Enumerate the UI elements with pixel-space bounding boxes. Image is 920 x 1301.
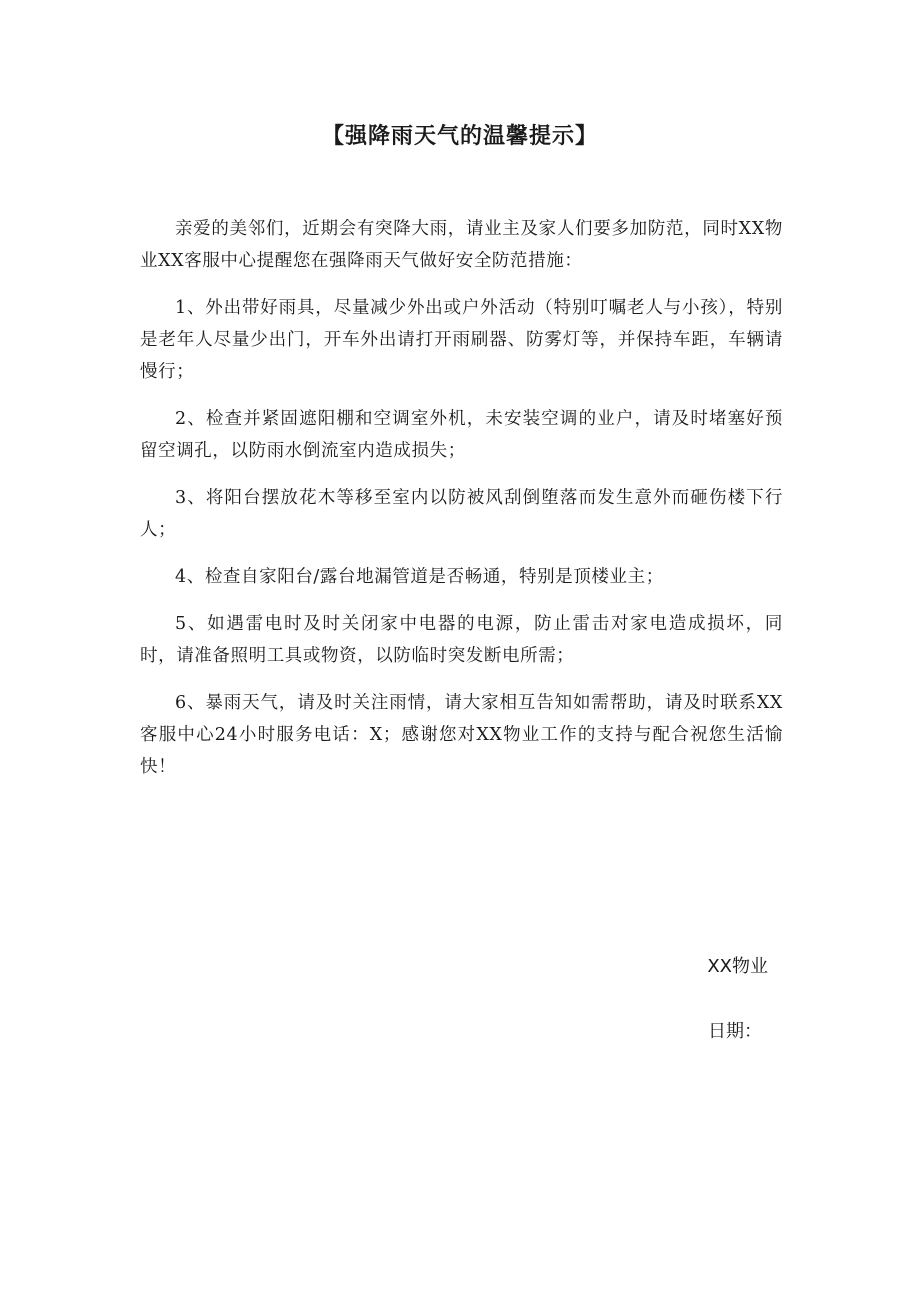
tip-item-3: 3、将阳台摆放花木等移至室内以防被风刮倒堕落而发生意外而砸伤楼下行人； xyxy=(140,488,783,540)
tip-item-1: 1、外出带好雨具，尽量减少外出或户外活动（特别叮嘱老人与小孩），特别是老年人尽量少出门，开车外出请打开雨刷器、防雾灯等，并保持车距，车辆请慢行； xyxy=(140,298,783,382)
tip-item-2: 2、检查并紧固遮阳棚和空调室外机，未安装空调的业户，请及时堵塞好预留空调孔，以防雨水倒流室内造成损失； xyxy=(140,409,783,461)
tip-item-4: 4、检查自家阳台/露台地漏管道是否畅通，特别是顶楼业主； xyxy=(175,567,664,587)
document-body xyxy=(140,213,783,798)
greeting-paragraph: 亲爱的美邻们，近期会有突降大雨，请业主及家人们要多加防范，同时XX物业XX客服中心提醒您在强降雨天气做好安全防范措施： xyxy=(140,219,783,271)
signature: XX物业 xyxy=(707,956,768,977)
tip-item-6: 6、暴雨天气，请及时关注雨情，请大家相互告知如需帮助，请及时联系XX客服中心24小时服务电话：X；感谢您对XX物业工作的支持与配合祝您生活愉快！ xyxy=(140,693,783,777)
date-label: 日期： xyxy=(708,1021,762,1042)
document-title: 【强降雨天气的温馨提示】 xyxy=(321,124,598,149)
tip-item-5: 5、如遇雷电时及时关闭家中电器的电源，防止雷击对家电造成损坏，同时，请准备照明工具或物资，以防临时突发断电所需； xyxy=(140,614,783,666)
